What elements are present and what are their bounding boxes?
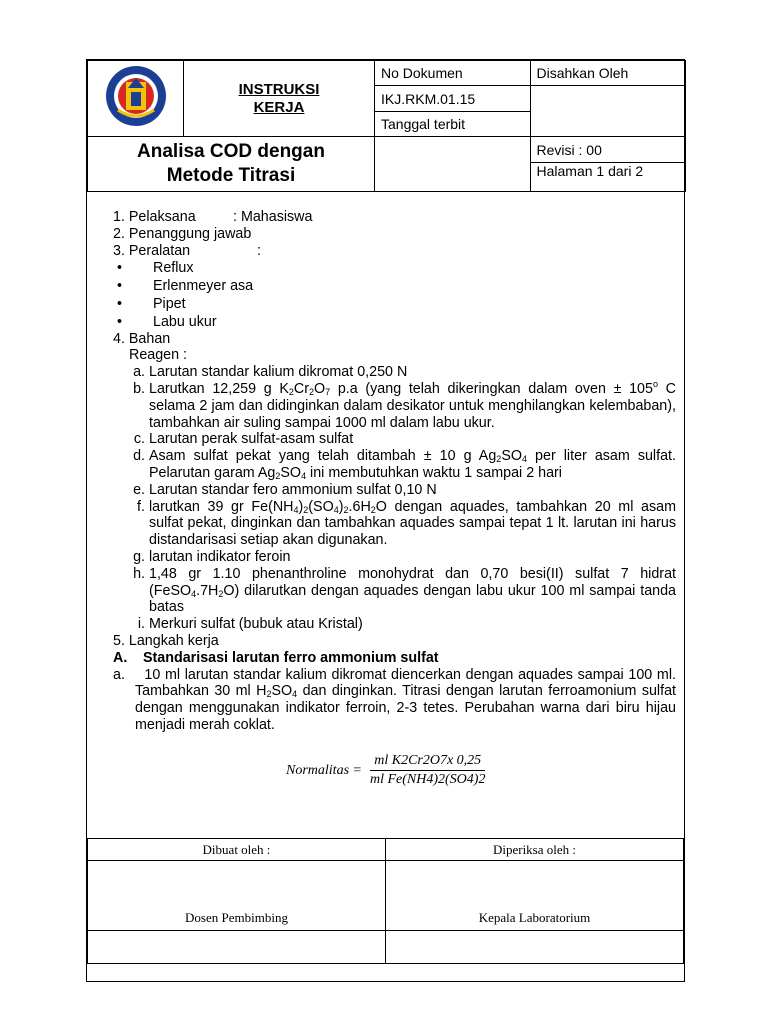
formula-denominator: ml Fe(NH4)2(SO4)2 bbox=[369, 772, 486, 787]
revisi-label: Revisi : 00 bbox=[530, 137, 686, 163]
institution-logo-icon bbox=[104, 64, 168, 128]
logo-cell bbox=[88, 61, 184, 137]
tanggal-terbit-label: Tanggal terbit bbox=[375, 112, 531, 137]
alat-item: Pipet bbox=[153, 295, 186, 312]
bahan-label: 4. Bahan bbox=[113, 330, 171, 347]
peralatan-label: 3. Peralatan bbox=[113, 242, 191, 259]
reagen-item: h. 1,48 gr 1.10 phenanthroline monohydrat dan 0,70 besi(II) sulfat 7 hidrat $(FeSO_4.7H_2O)$ dilarutkan dengan aquades dengan labu ukur 100 ml sampai tanda batas bbox=[133, 565, 676, 616]
bullet-icon: • bbox=[117, 313, 123, 330]
pelaksana-value: : Mahasiswa bbox=[233, 209, 313, 225]
dibuat-signature-cell bbox=[88, 931, 386, 964]
bullet-icon: • bbox=[117, 278, 123, 295]
document-body: 1. Pelaksana : Mahasiswa 2. Penanggung jawab 3. Peralatan : • Reflux • Erlenmeyer asa • Pipet • Labu ukur 4. Bahan Reagen : a. Larutan standar kalium dikromat 0,250 N b. Larutkan 12,259 g $K_2Cr_2O_7$ p.a (yang telah dikeringkan dalam oven ± $105^o$ C selama 2 jam dan didinginkan dalam desikator untuk menghilangkan kelembaban), tambahkan air suling sampai 1000 ml dalam labu ukur. c. Larutan perak sulfat-asam sulfat d. Asam sulfat pekat yang telah ditambah ± 10 g $Ag_2SO_4$ per liter asam sulfat. Pelarutan garam $Ag_2SO_4$ ini membutuhkan waktu 1 sampai 2 hari e. Larutan standar fero ammonium sulfat 0,10 N f. larutkan 39 gr $Fe(NH_4)_2(SO_4)_2.6H_2O$ dengan aquades, tambahkan 20 ml asam sulfat pekat, dinginkan dan tambahkan aquades sampai tepat 1 lt. larutan ini harus distandarisasi setiap akan digunakan. g. larutan indikator feroin h. 1,48 gr 1.10 phenanthroline monohydrat dan 0,70 besi(II) sulfat 7 hidrat $(FeSO_4.7H_2O)$ dilarutkan dengan aquades dengan labu ukur 100 ml sampai tanda batas i. Merkuri sulfat (bubuk atau Kristal) 5. Langkah kerja A. Standarisasi larutan ferro ammonium sulfat a. 10 ml larutan standar kalium dikromat diencerkan dengan aquades sampai 100 ml. Tambahkan 30 ml $H_2SO_4$ dan dinginkan. Titrasi dengan larutan ferroamonium sulfat dengan menggunakan indikator ferroin, 2-3 tetes. Perubahan warna dari biru hijau menjadi merah coklat. bbox=[113, 209, 676, 733]
step-a-text: 10 ml larutan standar kalium dikromat diencerkan dengan aquades sampai 100 ml. Tambahkan 30 ml $H_2SO_4$ dan dinginkan. Titrasi dengan larutan ferroamonium sulfat dengan menggunakan indikator ferroin, 2-3 tetes. Perubahan warna dari biru hijau menjadi merah coklat. bbox=[135, 666, 676, 733]
no-dokumen-value: IKJ.RKM.01.15 bbox=[375, 86, 531, 112]
alat-item: Erlenmeyer asa bbox=[153, 278, 254, 295]
alat-item: Reflux bbox=[153, 260, 194, 277]
disahkan-empty bbox=[530, 86, 686, 137]
halaman-label: Halaman 1 dari 2 bbox=[530, 163, 686, 192]
formula-numerator: ml K2Cr2O7x 0,25 bbox=[370, 753, 485, 771]
step-a-label: a. bbox=[113, 666, 125, 683]
tanggal-empty bbox=[375, 137, 531, 192]
no-dokumen-label: No Dokumen bbox=[375, 61, 531, 86]
diperiksa-oleh-name: Kepala Laboratorium bbox=[386, 861, 684, 931]
reagen-item: g. larutan indikator feroin bbox=[133, 548, 291, 565]
bullet-icon: • bbox=[117, 260, 123, 277]
disahkan-label: Disahkan Oleh bbox=[530, 61, 686, 86]
section-a-label: A. bbox=[113, 649, 128, 666]
reagen-item: b. Larutkan 12,259 g $K_2Cr_2O_7$ p.a (yang telah dikeringkan dalam oven ± $105^o$ C selama 2 jam dan didinginkan dalam desikator untuk menghilangkan kelembaban), tambahkan air suling sampai 1000 ml dalam labu ukur. bbox=[133, 379, 676, 431]
diperiksa-oleh-label: Diperiksa oleh : bbox=[386, 839, 684, 861]
bullet-icon: • bbox=[117, 295, 123, 312]
document-header bbox=[87, 60, 686, 192]
instruksi-kerja-title: INSTRUKSI KERJA bbox=[184, 61, 375, 137]
document-title: Analisa COD dengan Metode Titrasi bbox=[88, 137, 375, 192]
reagen-item: d. Asam sulfat pekat yang telah ditambah ± 10 g $Ag_2SO_4$ per liter asam sulfat. Pelarutan garam $Ag_2SO_4$ ini membutuhkan waktu 1 sampai 2 hari bbox=[133, 448, 676, 481]
reagen-item: c. Larutan perak sulfat-asam sulfat bbox=[133, 431, 354, 448]
normalitas-formula bbox=[286, 753, 489, 788]
reagen-label: Reagen : bbox=[129, 347, 188, 364]
diperiksa-signature-cell bbox=[386, 931, 684, 964]
reagen-item: a. Larutan standar kalium dikromat 0,250 N bbox=[133, 364, 408, 381]
reagen-item: f. larutkan 39 gr $Fe(NH_4)_2(SO_4)_2.6H_2O$ dengan aquades, tambahkan 20 ml asam sulfat pekat, dinginkan dan tambahkan aquades sampai tepat 1 lt. larutan ini harus distandarisasi setiap akan digunakan. bbox=[137, 498, 676, 549]
pelaksana-label: 1. Pelaksana bbox=[113, 209, 196, 225]
dibuat-oleh-name: Dosen Pembimbing bbox=[88, 861, 386, 931]
alat-item: Labu ukur bbox=[153, 313, 217, 330]
dibuat-oleh-label: Dibuat oleh : bbox=[88, 839, 386, 861]
formula-lhs: Normalitas = bbox=[286, 762, 362, 778]
document-page bbox=[86, 59, 685, 982]
reagen-item: i. Merkuri sulfat (bubuk atau Kristal) bbox=[137, 616, 363, 633]
langkah-kerja-label: 5. Langkah kerja bbox=[113, 632, 219, 649]
penanggung-jawab-label: 2. Penanggung jawab bbox=[113, 225, 252, 242]
section-a-title: Standarisasi larutan ferro ammonium sulfat bbox=[143, 649, 439, 666]
reagen-item: e. Larutan standar fero ammonium sulfat 0,10 N bbox=[133, 481, 437, 498]
signature-table bbox=[87, 838, 684, 964]
